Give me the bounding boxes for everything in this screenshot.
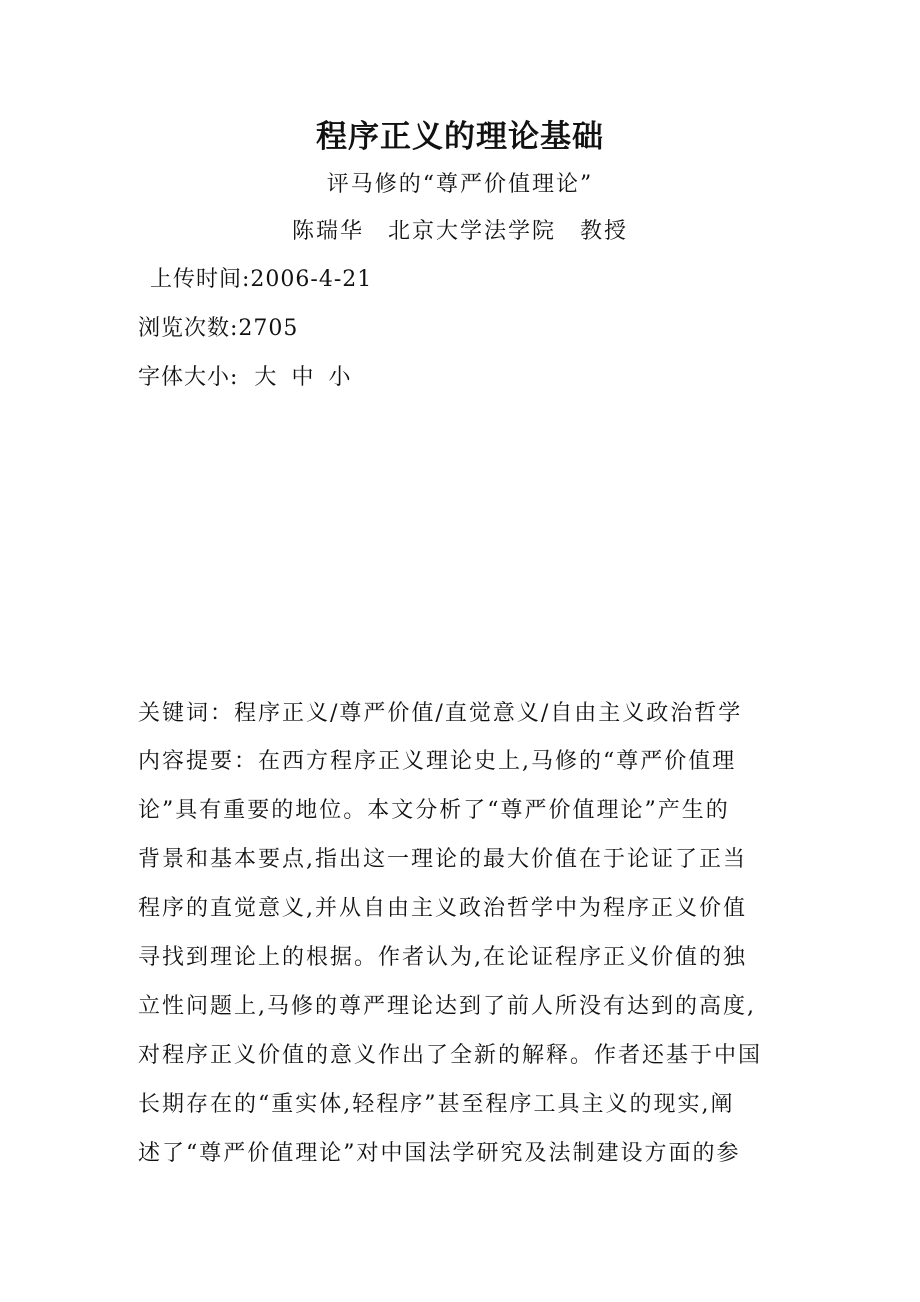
view-count — [138, 312, 298, 346]
abstract-line: 长期存在的“重实体,轻程序”甚至程序工具主义的现实,阐 — [138, 1092, 735, 1117]
abstract-line: 论”具有重要的地位。本文分析了“尊严价值理论”产生的 — [138, 798, 730, 823]
upload-time — [150, 263, 372, 297]
font-size-large-link[interactable]: 大 — [254, 365, 278, 390]
view-count-value: 2705 — [238, 316, 299, 341]
keywords-line: 关键词：程序正义/尊严价值/直觉意义/自由主义政治哲学 — [138, 701, 743, 726]
abstract-line: 立性问题上,马修的尊严理论达到了前人所没有达到的高度, — [138, 994, 756, 1019]
author-line: 陈瑞华 北京大学法学院 教授 — [291, 219, 628, 244]
font-size-small-link[interactable]: 小 — [328, 365, 352, 390]
document-subtitle: 评马修的“尊严价值理论” — [326, 172, 594, 197]
abstract-line: 背景和基本要点,指出这一理论的最大价值在于论证了正当 — [138, 847, 747, 872]
upload-time-value: 2006-4-21 — [250, 267, 373, 292]
font-size-medium-link[interactable]: 中 — [291, 365, 315, 390]
abstract-line: 内容提要：在西方程序正义理论史上,马修的“尊严价值理 — [138, 749, 737, 774]
view-count-label: 浏览次数: — [138, 316, 239, 341]
abstract-line: 寻找到理论上的根据。作者认为,在论证程序正义价值的独 — [138, 945, 747, 970]
font-size-label: 字体大小: — [138, 365, 239, 390]
upload-time-label: 上传时间: — [150, 267, 251, 292]
document-title: 程序正义的理论基础 — [316, 119, 604, 155]
font-size-selector — [138, 361, 365, 395]
abstract-line: 程序的直觉意义,并从自由主义政治哲学中为程序正义价值 — [138, 896, 747, 921]
abstract-line: 述了“尊严价值理论”对中国法学研究及法制建设方面的参 — [138, 1141, 741, 1166]
abstract-line: 对程序正义价值的意义作出了全新的解释。作者还基于中国 — [138, 1043, 763, 1068]
